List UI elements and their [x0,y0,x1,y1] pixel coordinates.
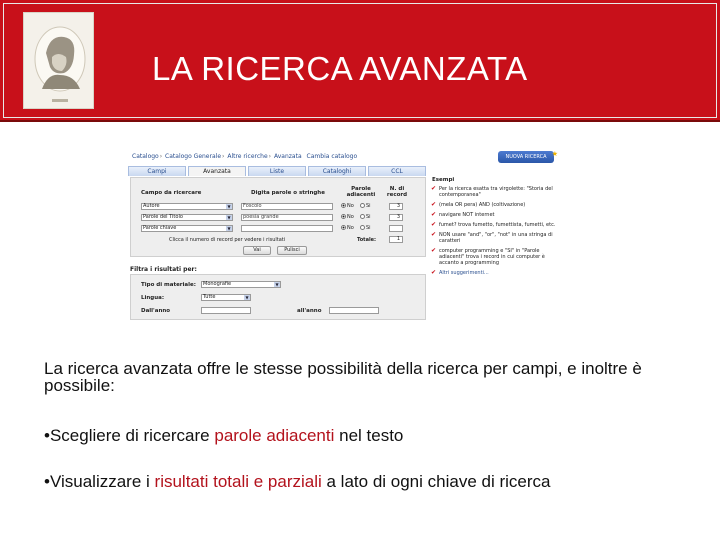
material-type-value: Monografie [203,281,232,287]
search-form [130,177,426,257]
example-item [430,248,566,266]
language-label: Lingua: [141,295,165,301]
example-item [430,222,566,228]
radio-label: No [347,203,354,209]
tab-bar [128,166,426,176]
radio-icon [341,225,346,230]
adjacent-si-radio-2[interactable] [360,214,371,220]
new-search-label: NUOVA RICERCA [505,154,547,160]
limits-form [130,274,426,320]
check-icon: ✔ [431,269,437,276]
bullet-total-results [44,473,694,490]
limits-title: Filtra i risultati per: [130,266,197,273]
tab-cataloghi[interactable]: Cataloghi [308,166,366,176]
column-header-words: Digita parole o stringhe [251,190,325,196]
radio-icon [341,203,346,208]
field-select-value: Autore [143,203,160,209]
adjacent-no-radio-3[interactable] [341,225,354,231]
check-icon: ✔ [431,201,437,208]
embedded-screenshot [124,148,570,320]
tab-campi[interactable]: Campi [128,166,186,176]
radio-icon [341,214,346,219]
column-header-records: N. di record [386,186,408,198]
more-tips-link[interactable]: Altri suggerimenti... [439,270,489,276]
from-year-input[interactable] [201,307,251,314]
adjacent-si-radio-1[interactable] [360,203,371,209]
check-icon: ✔ [431,185,437,192]
tab-avanzata[interactable]: Avanzata [188,166,246,176]
field-select-2[interactable] [141,214,233,221]
portrait-image [23,12,94,109]
bullet-prefix: •Visualizzare i [44,472,155,491]
tab-ccl[interactable]: CCL [368,166,426,176]
example-text: NON usare "and", "or", "not" in una stringa di caratteri [439,232,553,244]
example-text: (mela OR pera) AND (coltivazione) [439,202,526,208]
words-input-1[interactable]: Foscolo [241,203,333,210]
field-select-3[interactable] [141,225,233,232]
bullet-prefix: •Scegliere di ricercare [44,426,215,445]
record-count-1[interactable]: 3 [389,203,403,210]
example-item [430,186,566,198]
radio-icon [360,225,365,230]
radio-icon [360,214,365,219]
field-select-value: Parole del Titolo [143,214,183,220]
tab-liste[interactable]: Liste [248,166,306,176]
breadcrumb-item[interactable]: Altre ricerche [227,153,268,160]
record-count-2[interactable]: 3 [389,214,403,221]
words-input-3[interactable] [241,225,333,232]
from-year-label: Dall'anno [141,308,171,314]
radio-label: No [347,225,354,231]
intro-paragraph: La ricerca avanzata offre le stesse possibilità della ricerca per campi, e inoltre è possibile: [44,359,642,395]
check-icon: ✔ [431,211,437,218]
adjacent-no-radio-2[interactable] [341,214,354,220]
field-select-value: Parole chiave [143,225,177,231]
language-value: Tutte [203,294,216,300]
highlight-adjacent-words: parole adiacenti [214,426,335,445]
star-icon: ★ [551,150,558,158]
clear-button[interactable]: Pulisci [277,246,307,255]
check-icon: ✔ [431,231,437,238]
example-item [430,232,566,244]
chevron-down-icon: ▼ [245,295,249,300]
radio-label: Si [366,214,371,220]
radio-icon [360,203,365,208]
examples-panel [430,175,566,291]
chevron-down-icon: ▼ [227,204,231,209]
language-select[interactable] [201,294,251,301]
change-catalog-link[interactable]: Cambia catalogo [306,153,358,160]
adjacent-si-radio-3[interactable] [360,225,371,231]
column-header-field: Campo da ricercare [141,190,202,196]
chevron-down-icon: ▼ [275,282,279,287]
chevron-down-icon: ▼ [227,215,231,220]
new-search-button[interactable] [498,150,558,163]
bullet-suffix: a lato di ogni chiave di ricerca [321,472,551,491]
material-type-select[interactable] [201,281,281,288]
material-type-label: Tipo di materiale: [141,282,196,288]
examples-title: Esempi [432,177,455,183]
breadcrumb: Catalogo› Catalogo Generale› Altre ricerche› Avanzata Cambia catalogo [132,153,358,160]
bullet-adjacent-words [44,427,694,444]
example-item [430,202,566,208]
highlight-total-results: risultati totali e parziali [154,472,322,491]
adjacent-no-radio-1[interactable] [341,203,354,209]
to-year-label: all'anno [297,308,322,314]
example-item [430,270,566,276]
words-input-2[interactable]: poesia grande [241,214,333,221]
radio-label: Si [366,203,371,209]
column-header-adjacent: Parole adiacenti [346,186,376,198]
to-year-input[interactable] [329,307,379,314]
check-icon: ✔ [431,247,437,254]
chevron-down-icon: ▼ [227,226,231,231]
field-select-1[interactable] [141,203,233,210]
slide-header [0,0,720,122]
example-item [430,212,566,218]
breadcrumb-item[interactable]: Catalogo Generale [165,153,222,160]
example-text: fumet? trova fumetto, fumettista, fumetti, etc. [439,222,556,228]
bullet-suffix: nel testo [334,426,404,445]
check-icon: ✔ [431,221,437,228]
total-label: Totale: [357,237,377,243]
radio-label: No [347,214,354,220]
total-count: 1 [389,236,403,243]
breadcrumb-item[interactable]: Catalogo [132,153,159,160]
go-button[interactable]: Vai [243,246,271,255]
breadcrumb-item: Avanzata [273,153,302,160]
slide-title: LA RICERCA AVANZATA [152,50,528,87]
example-text: navigare NOT internet [439,212,495,218]
record-count-3[interactable] [389,225,403,232]
radio-label: Si [366,225,371,231]
example-text: computer programming e "SI" in "Parole adiacenti" trova i record in cui computer è accanto a programming [439,248,545,266]
example-text: Per la ricerca esatta tra virgolette: "Storia del contemporanea" [439,186,553,198]
results-hint: Clicca il numero di record per vedere i risultati [169,237,286,243]
